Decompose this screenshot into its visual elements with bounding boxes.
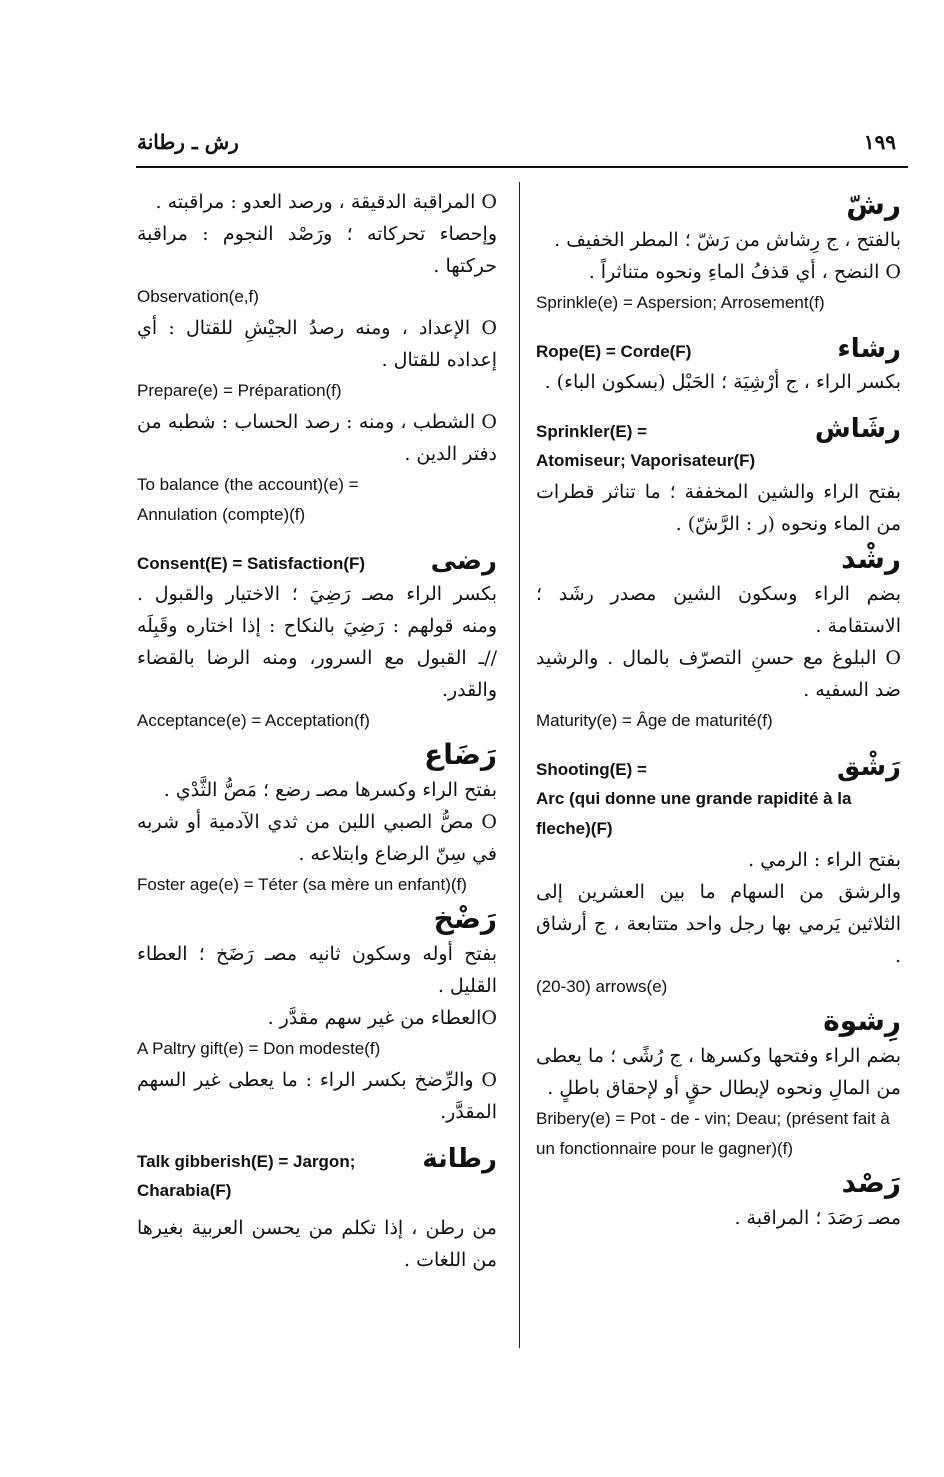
arabic-definition: O مصُّ الصبي اللبن من ثدي الآدمية أو شربه في سِنّ الرضاع وابتلاعه . (137, 811, 497, 865)
arabic-definition: Oالعطاء من غير سهم مقدَّر . (267, 1007, 497, 1029)
entry-heading (536, 412, 901, 446)
entry-heading (137, 544, 497, 578)
translation-line: Atomiseur; Vaporisateur(F) (536, 451, 756, 470)
arabic-definition: مصـ رَصَدَ ؛ المراقبة . (734, 1207, 901, 1229)
translation-line: Arc (qui donne une grande rapidité à la fleche)(F) (536, 789, 852, 838)
right-column (536, 186, 901, 1234)
arabic-definition: بفتح أوله وسكون ثانيه مصـ رَضَخ ؛ العطاء القليل . (137, 943, 497, 997)
running-header: رش ـ رطانة (137, 130, 239, 154)
page-number: ١٩٩ (863, 130, 896, 154)
arabic-definition: O والرِّضخ بكسر الراء : ما يعطى غير السهم المقدَّر. (137, 1069, 497, 1123)
english-equivalent: Shooting(E) = (536, 760, 647, 779)
translation-line: To balance (the account)(e) = (137, 475, 359, 494)
arabic-definition: وإحصاء تحركاته ؛ ورَصْد النجوم : مراقبة حركتها . (137, 223, 497, 277)
translation-line: Bribery(e) = Pot - de - vin; Deau; (présent fait à un fonctionnaire pour le gagner)(f) (536, 1109, 890, 1158)
headword: رشاء (837, 334, 901, 364)
arabic-definition: O النضح ، أي قذفُ الماءِ ونحوه متناثراً . (588, 261, 901, 283)
entry-heading (536, 332, 901, 366)
arabic-definition: O الشطب ، ومنه : رصد الحساب : شطبه من دفتر الدين . (137, 411, 497, 465)
arabic-definition: بفتح الراء : الرمي . (748, 849, 901, 871)
spacer (137, 1128, 497, 1142)
spacer (137, 530, 497, 544)
english-equivalent: Sprinkler(E) = (536, 422, 648, 441)
english-equivalent: Consent(E) = Satisfaction(F) (137, 554, 366, 573)
headword: رشّ (846, 188, 901, 221)
translation-line: Annulation (compte)(f) (137, 505, 306, 524)
english-equivalent: Rope(E) = Corde(F) (536, 342, 692, 361)
translation-line: Prepare(e) = Préparation(f) (137, 381, 342, 400)
translation-line: Charabia(F) (137, 1181, 232, 1200)
arabic-definition: O المراقبة الدقيقة ، ورصد العدو : مراقبته . (155, 191, 497, 213)
arabic-definition: بفتح الراء والشين المخففة ؛ ما تناثر قطرات من الماء ونحوه (ر : الرَّشّ) . (536, 481, 901, 535)
headword: رشَاش (814, 414, 901, 444)
headword: رَضْخ (433, 902, 497, 935)
arabic-definition: بفتح الراء وكسرها مصـ رضع ؛ مَصُّ الثَّدْي . (163, 779, 497, 801)
translation-line: Acceptance(e) = Acceptation(f) (137, 711, 370, 730)
translation-line: Maturity(e) = Âge de maturité(f) (536, 711, 773, 730)
headword: رشْد (841, 542, 901, 575)
arabic-definition: بضم الراء وسكون الشين مصدر رشَد ؛ الاستقامة . (536, 583, 901, 637)
spacer (536, 398, 901, 412)
header-rule (136, 166, 908, 168)
arabic-definition: بكسر الراء ، ج أرْشِيَة ؛ الحَبْل (بسكون الباء) . (544, 371, 901, 393)
translation-line: A Paltry gift(e) = Don modeste(f) (137, 1039, 381, 1058)
arabic-definition: بكسر الراء مصـ رَضِيَ ؛ الاختيار والقبول . ومنه قولهم : رَضِيَ بالنكاح : إذا اختاره وقَبِلَه //ـ القبول مع السرور، ومنه الرضا بالقضاء والقدر. (137, 583, 497, 701)
headword: رَصْد (841, 1166, 901, 1199)
spacer (536, 736, 901, 750)
arabic-definition: بالفتح ، ج رِشاش من رَشّ ؛ المطر الخفيف . (554, 229, 901, 251)
headword: رِشوة (823, 1004, 901, 1037)
translation-line: Sprinkle(e) = Aspersion; Arrosement(f) (536, 293, 825, 312)
left-column (137, 186, 497, 1276)
spacer (536, 318, 901, 332)
entry-heading (536, 750, 901, 784)
english-equivalent: Talk gibberish(E) = Jargon; (137, 1152, 356, 1171)
column-divider (519, 182, 520, 1348)
headword: رَضَاع (424, 738, 497, 771)
headword: رضى (430, 546, 497, 576)
headword: رَشْق (837, 752, 901, 782)
translation-line: (20-30) arrows(e) (536, 977, 668, 996)
headword: رطانة (422, 1144, 497, 1174)
arabic-definition: من رطن ، إذا تكلم من يحسن العربية بغيرها من اللغات . (137, 1217, 497, 1271)
arabic-definition: O الإعداد ، ومنه رصدُ الجيْشِ للقتال : أي إعداده للقتال . (137, 317, 497, 371)
arabic-definition: بضم الراء وفتحها وكسرها ، ج رُشًى ؛ ما يعطى من المالِ ونحوه لإبطال حقٍ أو لإحقاق باطلٍ . (536, 1045, 901, 1099)
translation-line: Foster age(e) = Téter (sa mère un enfant)(f) (137, 875, 467, 894)
arabic-definition: O البلوغ مع حسنِ التصرّف بالمال . والرشيد ضد السفيه . (536, 647, 901, 701)
translation-line: Observation(e,f) (137, 287, 259, 306)
entry-heading (137, 1142, 497, 1176)
arabic-definition: والرشق من السهام ما بين العشرين إلى الثلاثين يَرمي بها رجل واحد متتابعة ، ج أرشاق . (536, 881, 901, 967)
